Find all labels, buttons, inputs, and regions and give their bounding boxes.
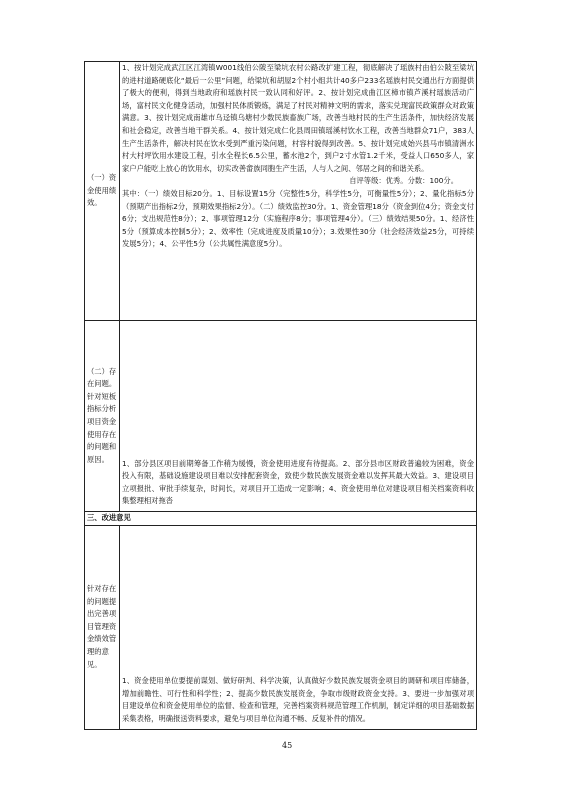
score-breakdown: 其中：（一）绩效目标20分。1、目标设置15分（完整性5分，科学性5分，可衡量性5分）；2、量化指标5分（预期产出指标2分，预期效果指标2分）。（二）绩效监控30分。1、资金管理18分（资金到位4分；资金支付6分；支出规范性8分）；2、事项管理12分（实施程序8分；事项管理4分）。（三）绩效结果50分。1、经济性5分（预算成本控制5分）；2、效率性（完成进度及质量10分）；3.效果性30分（社会经济效益25分，可持续发展5分）；4、公平性5分（公共属性满意度5分）。 xyxy=(122,188,474,249)
row-content-problems: 1、部分县区项目前期筹备工作稍为缓慢，资金使用进度有待提高。2、部分县市区财政普遍较为困难，资金投入有限，基础设施建设项目难以安排配套资金，致使少数民族发展资金难以发挥其最大效益。3、建设项目立项报批、审批手续复杂，时间长，对项目开工造成一定影响；4、资金使用单位对建设项目相关档案资料收集整理相对拖沓 xyxy=(120,321,477,512)
page-number: 45 xyxy=(282,741,293,750)
table-row-funds-performance xyxy=(85,62,477,321)
table-row-problems xyxy=(85,321,477,512)
row-label-suggestions: 针对存在的问题提出完善项目管理资金绩效管理的意见。 xyxy=(85,525,120,729)
section-heading-improvements: 三、改进意见 xyxy=(85,512,477,526)
row-label-funds-performance: （一）资金使用绩效。 xyxy=(85,62,120,321)
table-row-suggestions xyxy=(85,525,477,729)
self-rating: 自评等级：优秀。分数：100分。 xyxy=(349,176,458,186)
row-content-suggestions: 1、资金使用单位要提前谋划、做好研判、科学决策，认真做好少数民族发展资金项目的调研和项目库储备，增加前瞻性、可行性和科学性；2、提高少数民族发展资金，争取市级财政资金支持。3、要进一步加强对项目建设单位和资金使用单位的监督、检查和管理，完善档案资料规范管理工作机制，制定详细的项目基础数据采集表格，明确报送资料要求，避免与项目单位沟通不畅、反复补件的情况。 xyxy=(120,525,477,729)
evaluation-table xyxy=(84,61,477,730)
row-content-funds-performance xyxy=(120,62,477,321)
table-row-section-heading xyxy=(85,512,477,526)
performance-paragraph: 1、按计划完成武江区江湾镇W001线伯公陂至梁坑农村公路改扩建工程，彻底解决了瑶族村由伯公陂至梁坑的进村道路硬底化“最后一公里”问题，给梁坑和胡屋2个村小组共计40多户233名瑶族村民交通出行方面提供了极大的便利，得到当地政府和瑶族村民一致认同和好评。2、按计划完成曲江区樟市镇芦溪村瑶族活动广场，富村民文化健身活动，加强村民体质锻炼，满足了村民对精神文明的需求，落实兑现富民政策群众对政策满意。3、按计划完成南雄市乌迳镇乌塘村少数民族畜族广场，改善当地村民的生产生活条件，加快经济发展和社会稳定，改善当地干群关系。4、按计划完成仁化县周田镇瑶溪村饮水工程，改善当地群众71户，383人生产生活条件，解决村民在饮水受到严重污染问题，村容村貌得到改善。5、按计划完成始兴县马市镇清洲水村大村坪饮用水建设工程，引水全程长6.5公里，蓄水池2个，到户2寸水管1.2千米，受益人口650多人，家家户户能吃上放心的饮用水，切实改善畲族同胞生产生活，人与人之间、邻居之间的和谐关系。 xyxy=(122,63,474,173)
row-label-problems: （二）存在问题。针对短板指标分析项目资金使用存在的问题和原因。 xyxy=(85,321,120,512)
